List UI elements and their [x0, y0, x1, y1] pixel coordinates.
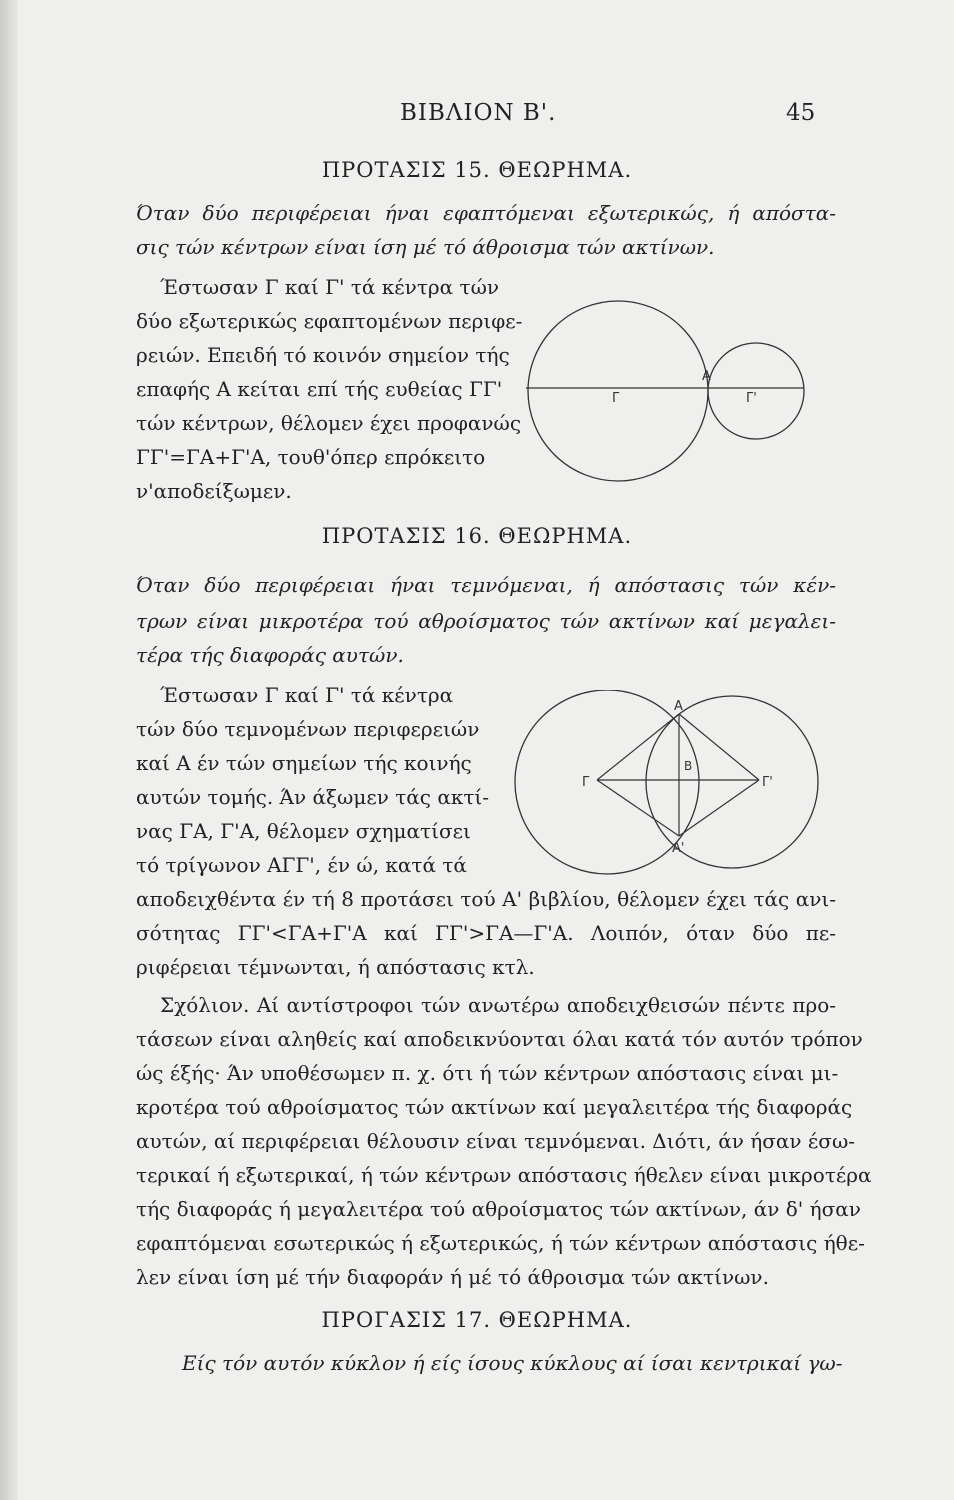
- prop15-proof-line: ν'αποδείξωμεν.: [136, 479, 292, 503]
- prop16-proof-line: νας ΓΑ, Γ'Α, θέλομεν σχηματίσει: [136, 819, 471, 843]
- radius-ga: [597, 714, 679, 780]
- center-gp-label: Γ': [762, 775, 773, 790]
- scholium-line: τής διαφοράς ή μεγαλειτέρα τού αθροίσματος τών ακτίνων, άν δ' ήσαν: [136, 1197, 861, 1221]
- center-g-label: Γ: [612, 391, 620, 406]
- point-a-label: Α: [702, 369, 711, 384]
- scholium-line: τερικαί ή εξωτερικαί, ή τών κέντρων απόστασις ήθελεν είναι μικροτέρα: [136, 1163, 872, 1187]
- prop16-proof-line: τών δύο τεμνομένων περιφερειών: [136, 717, 480, 741]
- prop15-heading: ΠΡΟΤΑΣΙΣ 15. ΘΕΩΡΗΜΑ.: [321, 158, 633, 182]
- scholium-line: ώς έξής· Άν υποθέσωμεν π. χ. ότι ή τών κέντρων απόστασις είναι μι-: [136, 1061, 839, 1085]
- radius-gpa-prime: [679, 780, 759, 836]
- prop16-proof-line: καί Α έν τών σημείων τής κοινής: [136, 751, 472, 775]
- prop17-heading: ΠΡΟΓΑΣΙΣ 17. ΘΕΩΡΗΜΑ.: [321, 1308, 633, 1332]
- point-a-label: Α: [674, 699, 683, 714]
- scholium-line: αυτών, αί περιφέρειαι θέλουσιν είναι τεμνόμεναι. Διότι, άν ήσαν έσω-: [136, 1129, 856, 1153]
- prop15-proof-line: ΓΓ'=ΓΑ+Γ'Α, τουθ'όπερ επρόκειτο: [136, 445, 486, 469]
- prop16-statement-line: τέρα τής διαφοράς αυτών.: [136, 643, 404, 667]
- point-a-prime-label: Α': [672, 841, 685, 856]
- center-gp-label: Γ': [746, 391, 757, 406]
- tangent-circles-figure: [518, 296, 818, 496]
- page-header: [0, 100, 954, 134]
- prop16-proof-line: Έστωσαν Γ καί Γ' τά κέντρα: [160, 683, 454, 707]
- prop16-heading: ΠΡΟΤΑΣΙΣ 16. ΘΕΩΡΗΜΑ.: [321, 524, 633, 548]
- point-b-label: Β: [684, 759, 693, 773]
- scholium-line: εφαπτόμεναι εσωτερικώς ή εξωτερικώς, ή τών κέντρων απόστασις ήθε-: [136, 1231, 865, 1255]
- running-head: ΒΙΒΛΙΟΝ Β'.: [400, 100, 557, 126]
- center-g-label: Γ: [582, 775, 590, 790]
- prop15-proof-line: Έστωσαν Γ καί Γ' τά κέντρα τών: [160, 275, 500, 299]
- prop17-statement-line: Είς τόν αυτόν κύκλον ή είς ίσους κύκλους αί ίσαι κεντρικαί γω-: [182, 1351, 843, 1375]
- prop16-proof-line: σότητας ΓΓ'<ΓΑ+Γ'Α καί ΓΓ'>ΓΑ—Γ'Α. Λοιπόν, όταν δύο πε-: [136, 921, 836, 945]
- radius-ga-prime: [597, 780, 679, 836]
- prop15-proof-line: επαφής Α κείται επί τής ευθείας ΓΓ': [136, 377, 503, 401]
- prop15-proof-line: τών κέντρων, θέλομεν έχει προφανώς: [136, 411, 522, 435]
- scholium-line: τάσεων είναι αληθείς καί αποδεικνύονται όλαι κατά τόν αυτόν τρόπον: [136, 1027, 863, 1051]
- prop16-proof-line: τό τρίγωνον ΑΓΓ', έν ώ, κατά τά: [136, 853, 467, 877]
- prop16-proof-line: αυτών τομής. Άν άξωμεν τάς ακτί-: [136, 785, 490, 809]
- prop16-statement-line: τρων είναι μικροτέρα τού αθροίσματος τών ακτίνων καί μεγαλει-: [136, 609, 836, 633]
- page-number: 45: [786, 100, 816, 126]
- prop15-statement-line: σις τών κέντρων είναι ίση μέ τό άθροισμα τών ακτίνων.: [136, 235, 715, 259]
- scholium-line: Σχόλιον. Αί αντίστροφοι τών ανωτέρω αποδειχθεισών πέντε προ-: [160, 993, 836, 1017]
- scholium-line: λεν είναι ίση μέ τήν διαφοράν ή μέ τό άθροισμα τών ακτίνων.: [136, 1265, 769, 1289]
- prop15-proof-line: ρειών. Επειδή τό κοινόν σημείον τής: [136, 343, 510, 367]
- prop16-statement-line: Όταν δύο περιφέρειαι ήναι τεμνόμεναι, ή απόστασις τών κέν-: [136, 573, 836, 597]
- page-gutter: [0, 0, 18, 1500]
- prop15-proof-line: δύο εξωτερικώς εφαπτομένων περιφε-: [136, 309, 523, 333]
- prop15-statement-line: Όταν δύο περιφέρειαι ήναι εφαπτόμεναι εξωτερικώς, ή απόστα-: [136, 201, 836, 225]
- scholium-line: κροτέρα τού αθροίσματος τών ακτίνων καί μεγαλειτέρα τής διαφοράς: [136, 1095, 853, 1119]
- prop16-proof-line: αποδειχθέντα έν τή 8 προτάσει τού Α' βιβλίου, θέλομεν έχει τάς ανι-: [136, 887, 836, 911]
- intersecting-circles-figure: [494, 690, 834, 890]
- prop16-proof-line: ριφέρειαι τέμνωνται, ή απόστασις κτλ.: [136, 955, 535, 979]
